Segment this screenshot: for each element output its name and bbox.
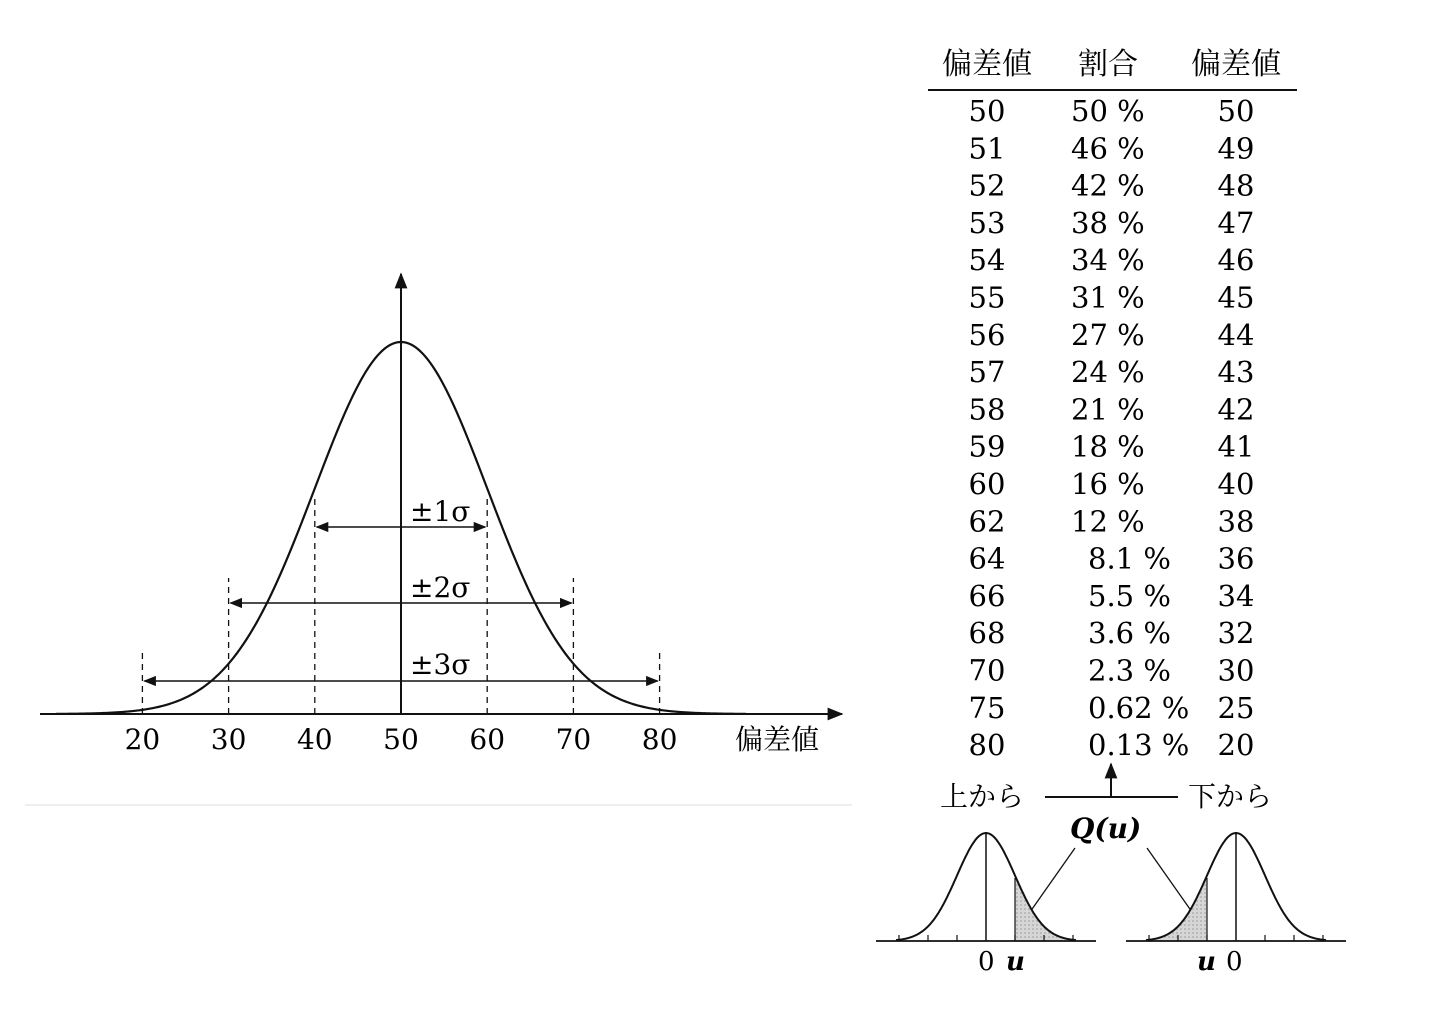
cell-upper-deviation: 66 [968, 578, 1006, 613]
table-rows [969, 94, 1255, 762]
from-bottom-label: 下から [1188, 780, 1273, 813]
sigma-3-label: ±3σ [410, 648, 471, 681]
x-tick-20: 20 [124, 723, 161, 756]
table-row [969, 318, 1255, 352]
cell-ratio: 31 % [1071, 280, 1145, 315]
cell-ratio: 38 % [1071, 205, 1145, 240]
cell-ratio: 2.3 % [1088, 653, 1171, 688]
cell-upper-deviation: 57 [968, 355, 1006, 390]
cell-upper-deviation: 62 [968, 504, 1006, 539]
cell-upper-deviation: 50 [968, 94, 1006, 128]
x-tick-40: 40 [296, 723, 333, 756]
cell-upper-deviation: 64 [968, 541, 1006, 576]
table-row [969, 94, 1255, 128]
cell-lower-deviation: 30 [1217, 653, 1255, 688]
upper-tail-shading [1015, 876, 1076, 942]
small-left-u-label: u [1006, 947, 1025, 977]
q-of-u-label: Q(u) [1070, 812, 1142, 845]
cell-ratio: 0.62 % [1088, 690, 1190, 725]
main-normal-chart [25, 274, 852, 805]
cell-lower-deviation: 25 [1217, 690, 1255, 725]
table-row [969, 654, 1255, 688]
cell-upper-deviation: 51 [968, 131, 1006, 166]
x-tick-70: 70 [555, 723, 592, 756]
cell-ratio: 27 % [1071, 317, 1145, 352]
table-row [969, 542, 1255, 576]
cell-lower-deviation: 48 [1217, 168, 1255, 203]
small-right-u-label: u [1197, 947, 1216, 977]
small-chart-upper-tail [876, 832, 1096, 977]
from-top-label: 上から [940, 780, 1025, 813]
small-left-zero-label: 0 [978, 947, 995, 977]
x-tick-60: 60 [469, 723, 506, 756]
table-row [969, 691, 1255, 725]
cell-ratio: 8.1 % [1088, 541, 1171, 576]
cell-ratio: 0.13 % [1088, 728, 1190, 763]
x-tick-30: 30 [210, 723, 247, 756]
cell-ratio: 18 % [1071, 429, 1145, 464]
table-row [969, 169, 1255, 203]
cell-upper-deviation: 75 [968, 690, 1006, 725]
small-chart-lower-tail [1126, 832, 1346, 977]
cell-upper-deviation: 54 [968, 243, 1006, 278]
cell-lower-deviation: 42 [1217, 392, 1255, 427]
cell-lower-deviation: 43 [1217, 355, 1255, 390]
cell-upper-deviation: 70 [968, 653, 1006, 688]
cell-lower-deviation: 38 [1217, 504, 1255, 539]
cell-lower-deviation: 34 [1217, 578, 1255, 613]
q-pointer-right [1147, 848, 1192, 912]
table-row [969, 728, 1255, 762]
cell-ratio: 3.6 % [1088, 616, 1171, 651]
cell-ratio: 46 % [1071, 131, 1145, 166]
table-row [969, 504, 1255, 538]
table-row [969, 430, 1255, 464]
cell-upper-deviation: 59 [968, 429, 1006, 464]
x-tick-labels [125, 723, 678, 756]
deviation-table [928, 47, 1297, 762]
cell-lower-deviation: 49 [1217, 131, 1255, 166]
cell-upper-deviation: 80 [968, 728, 1006, 763]
table-row [969, 281, 1255, 315]
cell-lower-deviation: 41 [1217, 429, 1255, 464]
cell-ratio: 42 % [1071, 168, 1145, 203]
cell-lower-deviation: 46 [1217, 243, 1255, 278]
cell-ratio: 21 % [1071, 392, 1145, 427]
table-row [969, 243, 1255, 277]
table-row [969, 131, 1255, 165]
cell-ratio: 34 % [1071, 243, 1145, 278]
small-right-zero-label: 0 [1226, 947, 1243, 977]
cell-upper-deviation: 68 [968, 616, 1006, 651]
cell-upper-deviation: 53 [968, 205, 1006, 240]
table-header-upper: 偏差値 [942, 47, 1032, 82]
table-row [969, 206, 1255, 240]
cell-lower-deviation: 20 [1217, 728, 1255, 763]
sigma-2-label: ±2σ [410, 571, 471, 604]
cell-lower-deviation: 44 [1217, 317, 1255, 352]
table-row [969, 579, 1255, 613]
table-row [969, 392, 1255, 426]
sigma-1-label: ±1σ [410, 495, 471, 528]
cell-upper-deviation: 55 [968, 280, 1006, 315]
x-tick-50: 50 [383, 723, 419, 756]
cell-lower-deviation: 47 [1217, 205, 1255, 240]
cell-upper-deviation: 56 [968, 317, 1006, 352]
cell-ratio: 12 % [1071, 504, 1145, 539]
x-tick-80: 80 [641, 723, 678, 756]
cell-lower-deviation: 40 [1217, 467, 1255, 501]
cell-lower-deviation: 32 [1217, 616, 1255, 651]
cell-ratio: 24 % [1071, 355, 1145, 390]
q-pointer-left [1030, 848, 1075, 912]
direction-legend [940, 764, 1272, 912]
cell-ratio: 5.5 % [1088, 578, 1171, 613]
cell-upper-deviation: 52 [968, 168, 1006, 203]
table-header-lower: 偏差値 [1191, 47, 1281, 82]
cell-lower-deviation: 45 [1217, 280, 1255, 315]
table-header-ratio: 割合 [1078, 47, 1138, 82]
cell-upper-deviation: 60 [968, 467, 1006, 501]
cell-lower-deviation: 50 [1217, 94, 1255, 128]
table-row [969, 467, 1255, 501]
cell-ratio: 50 % [1071, 94, 1145, 128]
x-axis-label: 偏差値 [735, 723, 820, 756]
cell-lower-deviation: 36 [1217, 541, 1255, 576]
table-row [969, 616, 1255, 650]
cell-upper-deviation: 58 [968, 392, 1006, 427]
lower-tail-shading [1146, 876, 1207, 942]
cell-ratio: 16 % [1071, 467, 1145, 501]
table-row [969, 355, 1255, 389]
